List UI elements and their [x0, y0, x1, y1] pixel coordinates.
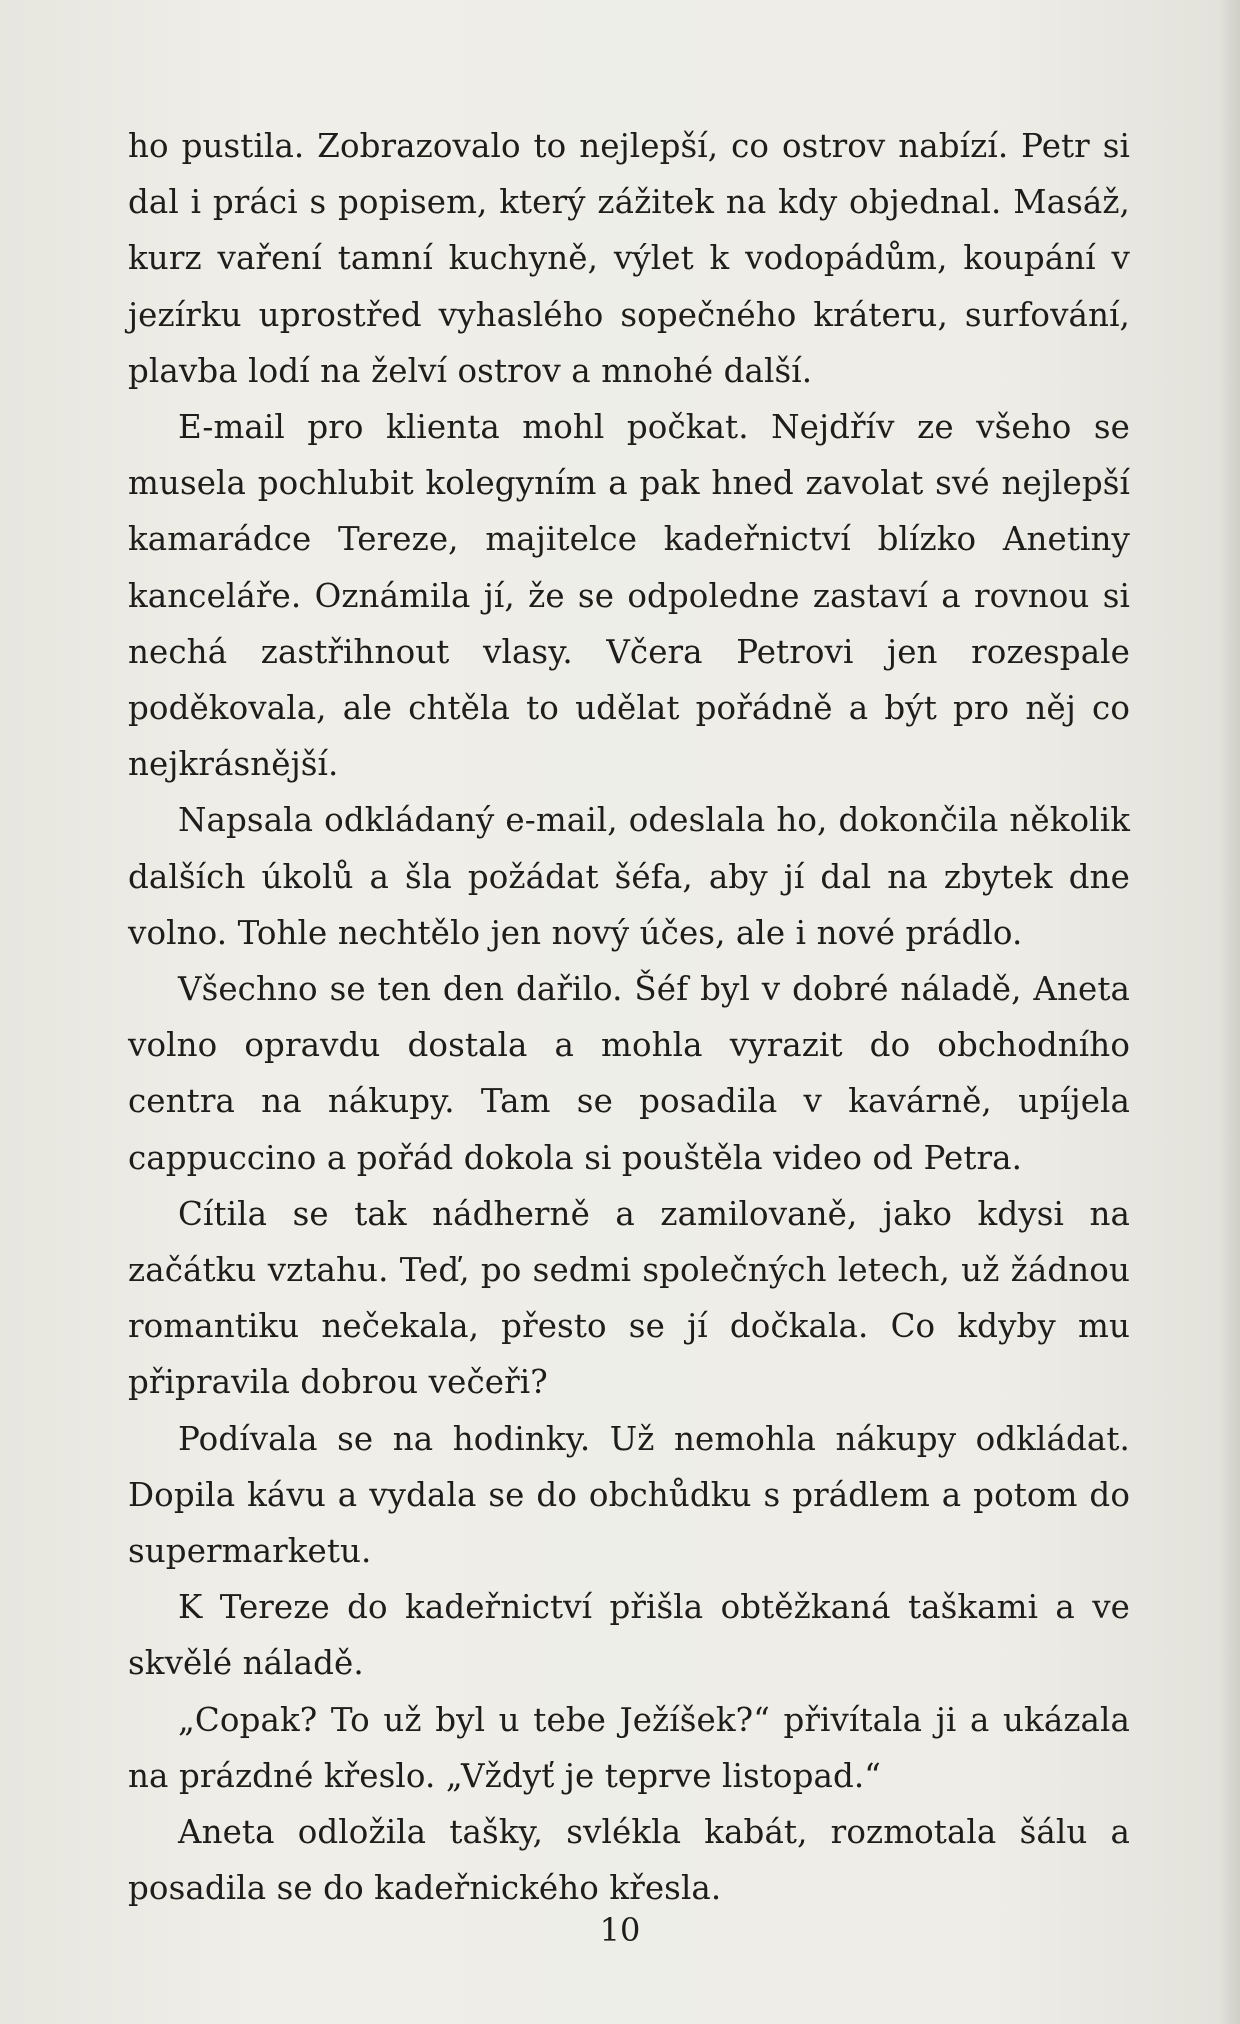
paragraph-4: Všechno se ten den dařilo. Šéf byl v dobré náladě, Aneta volno opravdu dostala a mohla vyrazit do obchodního centra na nákupy. Tam se posadila v kavárně, upíjela cappuccino a pořád dokola si pouštěla video od Petra.: [128, 970, 1130, 1177]
paragraph-5: Cítila se tak nádherně a zamilovaně, jako kdysi na začátku vztahu. Teď, po sedmi společných letech, už žádnou romantiku nečekala, přesto se jí dočkala. Co kdyby mu připravila dobrou večeři?: [128, 1194, 1130, 1402]
body-text: [128, 118, 1130, 1917]
paragraph-7: K Tereze do kadeřnictví přišla obtěžkaná taškami a ve skvělé náladě.: [128, 1588, 1130, 1683]
paragraph-9: Aneta odložila tašky, svlékla kabát, rozmotala šálu a posadila se do kadeřnického křesla.: [128, 1813, 1130, 1908]
page-edge-shadow: [1218, 0, 1240, 2024]
paragraph-3: Napsala odkládaný e-mail, odeslala ho, dokončila několik dalších úkolů a šla požádat šéfa, aby jí dal na zbytek dne volno. Tohle nechtělo jen nový účes, ale i nové prádlo.: [128, 801, 1130, 952]
paragraph-6: Podívala se na hodinky. Už nemohla nákupy odkládat. Dopila kávu a vydala se do obchůdku s prádlem a potom do supermarketu.: [128, 1419, 1130, 1571]
page-number: 10: [599, 1911, 641, 1949]
paragraph-8: „Copak? To už byl u tebe Ježíšek?“ přivítala ji a ukázala na prázdné křeslo. „Vždyť je teprve listopad.“: [128, 1700, 1130, 1795]
paragraph-1: ho pustila. Zobrazovalo to nejlepší, co ostrov nabízí. Petr si dal i práci s popisem, který zážitek na kdy objednal. Masáž, kurz vaření tamní kuchyně, výlet k vodopádům, koupání v jezírku uprostřed vyhaslého sopečného kráteru, surfování, plavba lodí na želví ostrov a mnohé další.: [128, 127, 1130, 390]
paragraph-2: E-mail pro klienta mohl počkat. Nejdřív ze všeho se musela pochlubit kolegyním a pak hned zavolat své nejlepší kamarádce Tereze, majitelce kadeřnictví blízko Anetiny kanceláře. Oznámila jí, že se odpoledne zastaví a rovnou si nechá zastřihnout vlasy. Včera Petrovi jen rozespale poděkovala, ale chtěla to udělat pořádně a být pro něj co nejkrásnější.: [128, 408, 1130, 784]
